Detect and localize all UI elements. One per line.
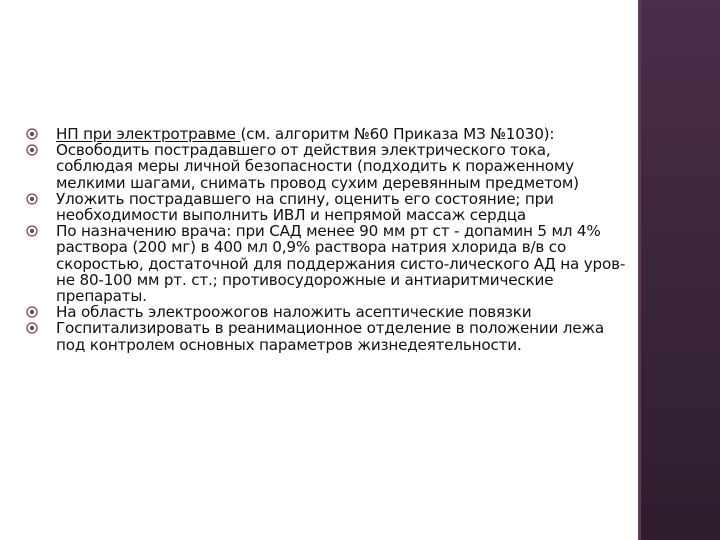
bullet-list [26, 126, 630, 353]
bullet-text: (см. алгоритм №60 Приказа МЗ №1030): [240, 125, 555, 143]
circled-dot-bullet-icon [26, 322, 38, 334]
bullet-text: Освободить пострадавшего от действия электрического тока, соблюдая меры личной безопасности (подходить к пораженному мелкими шагами, снимать провод сухим деревянным предметом) [56, 141, 579, 192]
decorative-side-bar [638, 0, 720, 540]
bullet-item [26, 320, 630, 352]
bullet-heading: НП при электротравме [56, 125, 241, 143]
circled-dot-bullet-icon [26, 128, 38, 140]
side-bar-edge [638, 0, 641, 540]
bullet-item [26, 191, 630, 223]
circled-dot-bullet-icon [26, 144, 38, 156]
circled-dot-bullet-icon [26, 306, 38, 318]
bullet-text: На область электроожогов наложить асептические повязки [56, 303, 532, 322]
circled-dot-bullet-icon [26, 225, 38, 237]
bullet-item [26, 223, 630, 304]
bullet-text: По назначению врача: при САД менее 90 мм рт ст - допамин 5 мл 4% раствора (200 мг) в 400 мл 0,9% раствора натрия хлорида в/в со скоростью, достаточной для поддержания систо-лического АД на уров-не 80-100 мм рт. ст.; противосудорожные и антиаритмические препараты. [56, 222, 626, 306]
bullet-text: Госпитализировать в реанимационное отделение в положении лежа под контролем основных параметров жизнедеятельности. [56, 319, 605, 354]
bullet-text: Уложить пострадавшего на спину, оценить его состояние; при необходимости выполнить ИВЛ и непрямой массаж сердца [56, 189, 554, 225]
circled-dot-bullet-icon [26, 193, 38, 205]
bullet-item [26, 142, 630, 191]
bullet-item [26, 304, 630, 320]
bullet-item [26, 126, 630, 142]
